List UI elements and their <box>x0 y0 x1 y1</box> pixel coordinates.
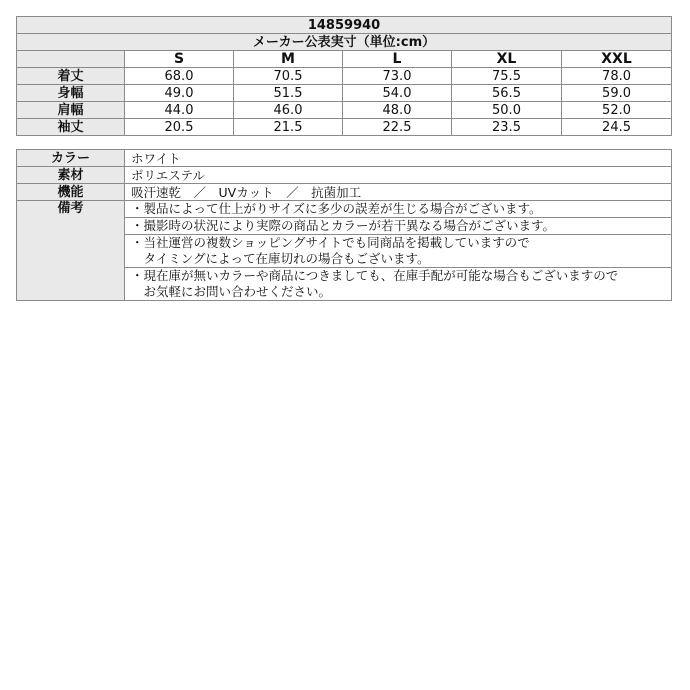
measure-value: 23.5 <box>452 119 562 136</box>
measure-value: 48.0 <box>343 102 452 119</box>
measure-row <box>17 85 672 102</box>
measure-label: 袖丈 <box>17 119 125 136</box>
measure-label: 肩幅 <box>17 102 125 119</box>
measure-value: 56.5 <box>452 85 562 102</box>
measure-value: 51.5 <box>234 85 343 102</box>
note-line: ・当社運営の複数ショッピングサイトでも同商品を掲載していますので <box>131 235 530 250</box>
measure-value: 70.5 <box>234 68 343 85</box>
material-label: 素材 <box>17 167 125 184</box>
measure-value: 21.5 <box>234 119 343 136</box>
size-table <box>16 16 672 136</box>
measure-row <box>17 119 672 136</box>
measure-value: 78.0 <box>562 68 672 85</box>
spec-row-color <box>17 150 672 167</box>
measure-value: 52.0 <box>562 102 672 119</box>
note-line: ・製品によって仕上がりサイズに多少の誤差が生じる場合がございます。 <box>131 201 542 216</box>
note-item <box>125 218 672 235</box>
spec-row-material <box>17 167 672 184</box>
spec-row-notes <box>17 201 672 218</box>
size-header-corner <box>17 51 125 68</box>
function-label: 機能 <box>17 184 125 201</box>
note-line: タイミングによって在庫切れの場合もございます。 <box>131 251 430 266</box>
size-header: XL <box>452 51 562 68</box>
size-header: L <box>343 51 452 68</box>
product-code: 14859940 <box>17 17 672 34</box>
color-label: カラー <box>17 150 125 167</box>
notes-label: 備考 <box>17 201 125 301</box>
measure-value: 59.0 <box>562 85 672 102</box>
note-item <box>125 235 672 268</box>
measure-value: 22.5 <box>343 119 452 136</box>
measure-value: 24.5 <box>562 119 672 136</box>
measure-row <box>17 68 672 85</box>
measure-value: 75.5 <box>452 68 562 85</box>
measure-value: 54.0 <box>343 85 452 102</box>
note-line: お気軽にお問い合わせください。 <box>131 284 332 299</box>
note-item <box>125 201 672 218</box>
measure-value: 20.5 <box>125 119 234 136</box>
size-header: XXL <box>562 51 672 68</box>
size-header: M <box>234 51 343 68</box>
function-value: 吸汗速乾 ／ UVカット ／ 抗菌加工 <box>125 184 672 201</box>
measure-label: 身幅 <box>17 85 125 102</box>
material-value: ポリエステル <box>125 167 672 184</box>
spec-row-function <box>17 184 672 201</box>
measure-value: 68.0 <box>125 68 234 85</box>
measure-value: 73.0 <box>343 68 452 85</box>
measure-value: 44.0 <box>125 102 234 119</box>
measure-row <box>17 102 672 119</box>
spec-table <box>16 149 672 301</box>
measure-value: 46.0 <box>234 102 343 119</box>
note-item <box>125 268 672 301</box>
size-header: S <box>125 51 234 68</box>
measure-value: 49.0 <box>125 85 234 102</box>
measure-label: 着丈 <box>17 68 125 85</box>
note-line: ・撮影時の状況により実際の商品とカラーが若干異なる場合がございます。 <box>131 218 556 233</box>
color-value: ホワイト <box>125 150 672 167</box>
measure-value: 50.0 <box>452 102 562 119</box>
note-line: ・現在庫が無いカラーや商品につきましても、在庫手配が可能な場合もございますので <box>131 268 619 283</box>
size-table-subtitle: メーカー公表実寸（単位:cm） <box>17 34 672 51</box>
